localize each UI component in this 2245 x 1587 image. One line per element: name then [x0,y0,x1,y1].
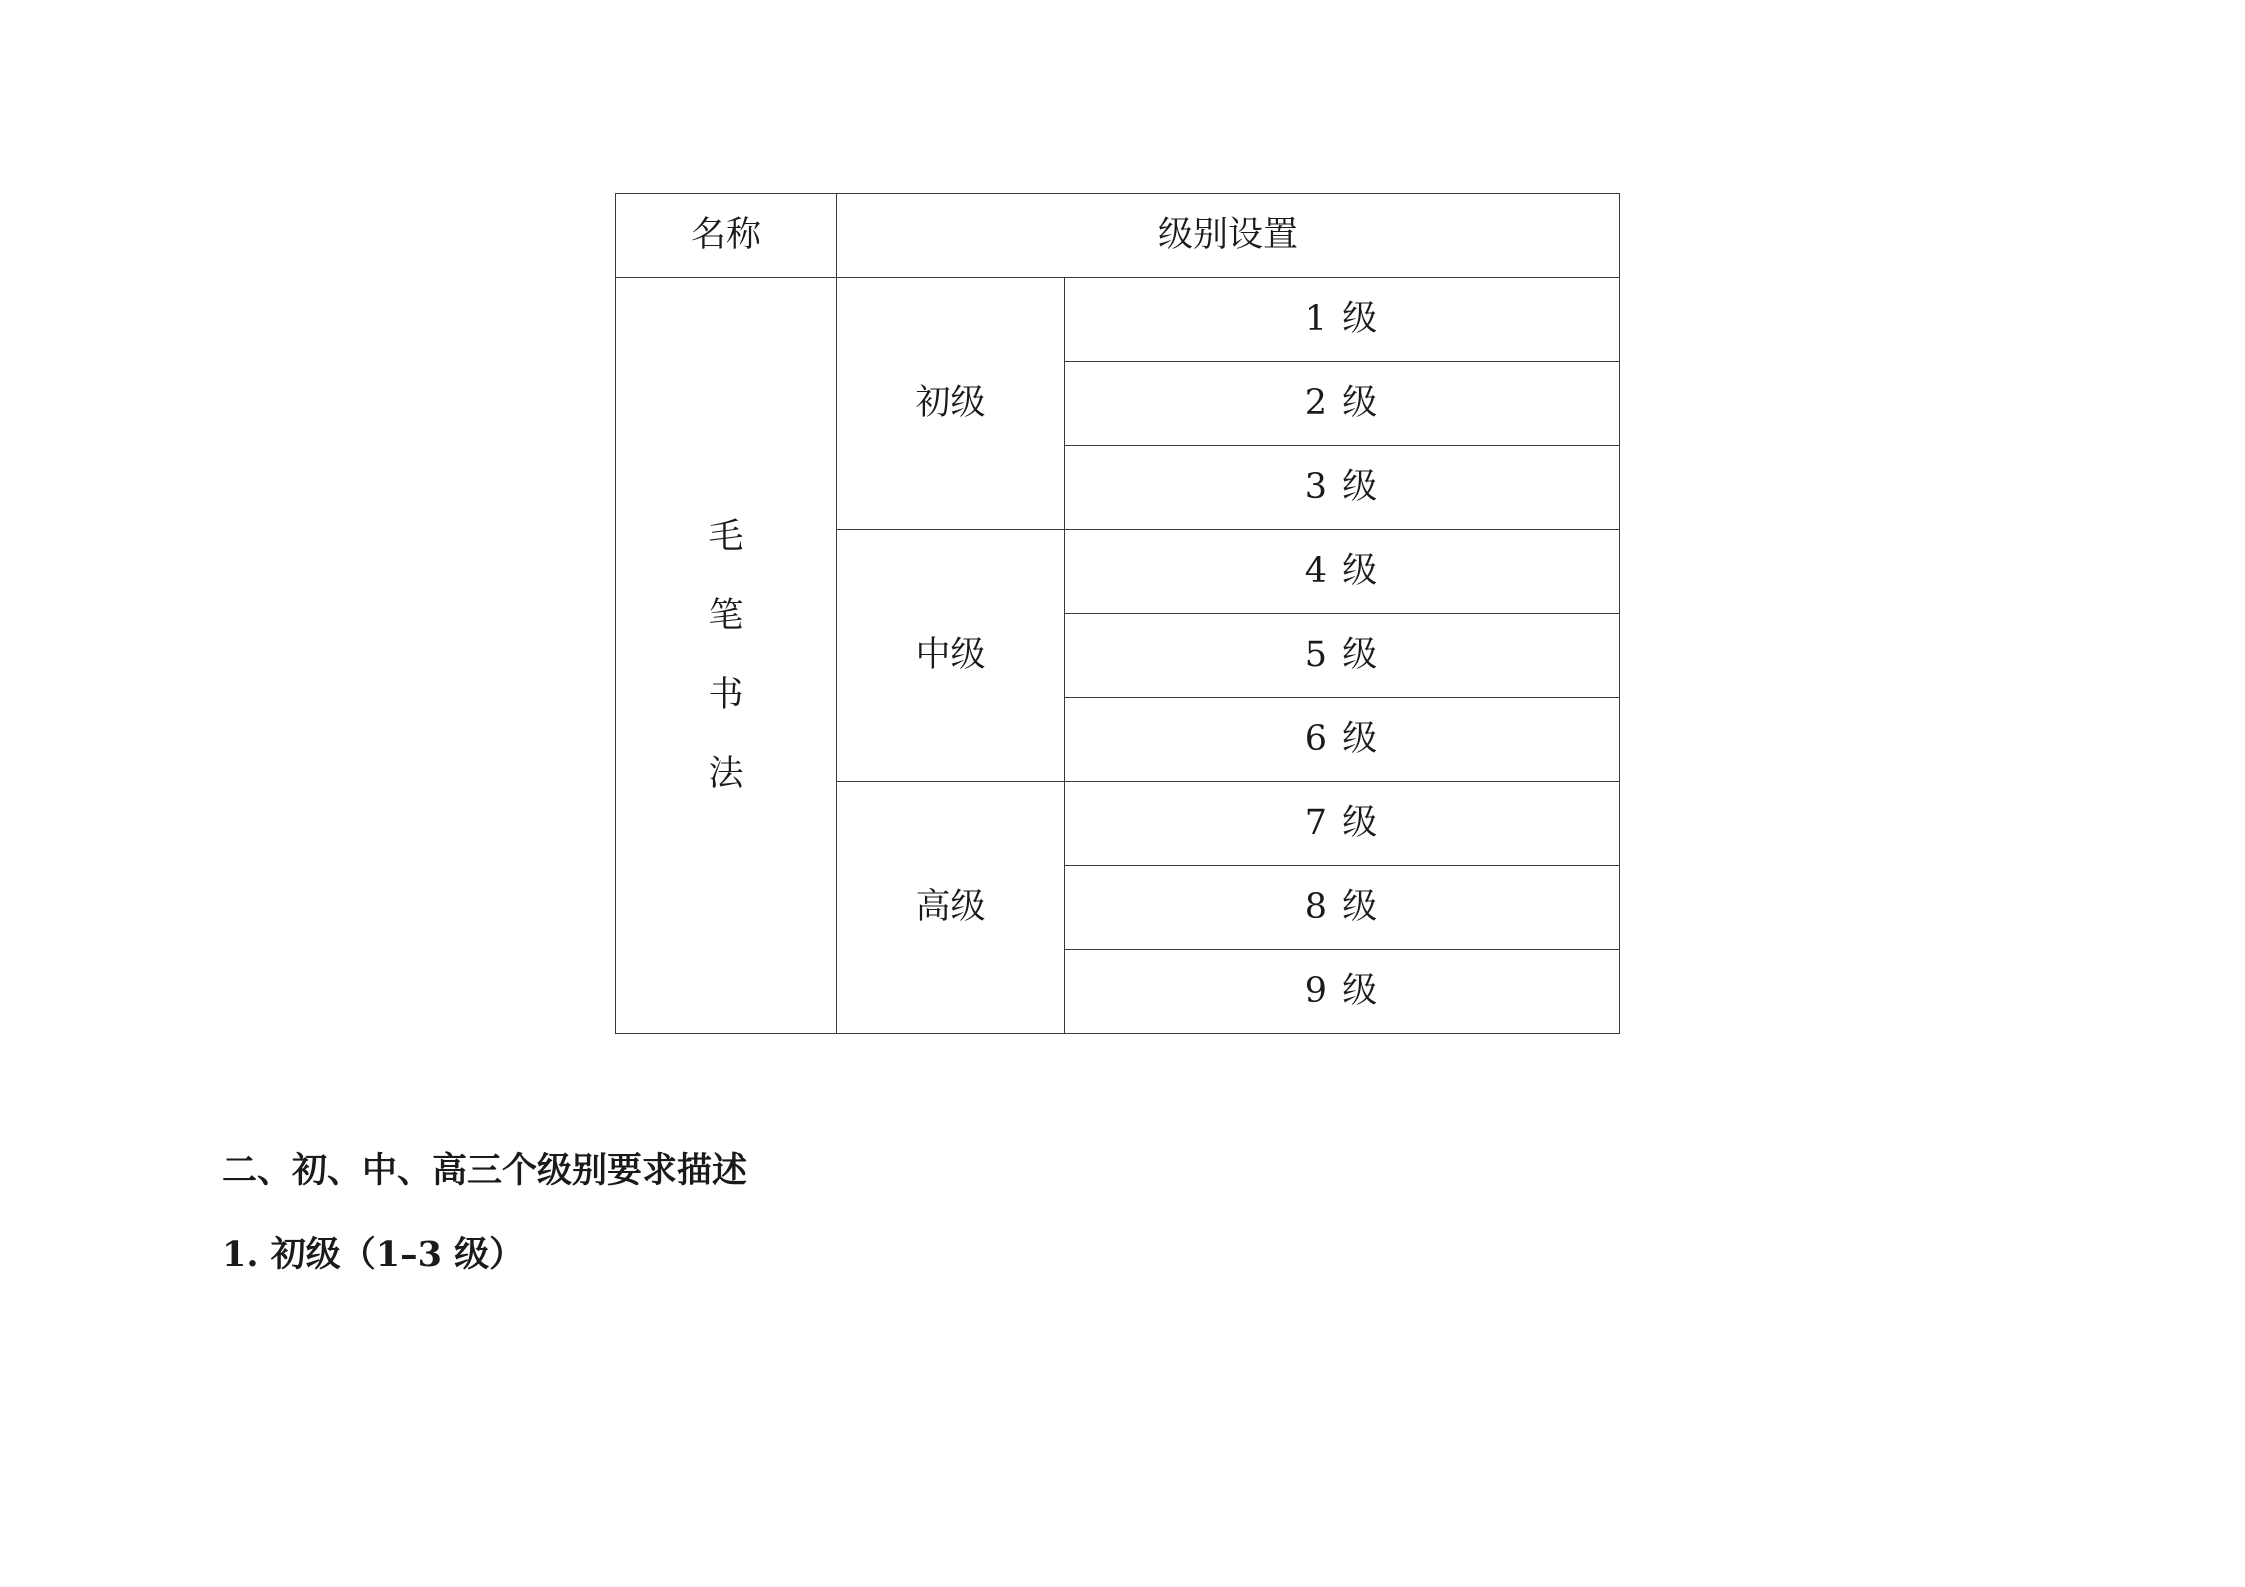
grade-cell [1065,362,1620,446]
sub-heading: 1. 初级（1–3 级） [222,1234,525,1275]
grade-cell [1065,278,1620,362]
header-levels-cell: 级别设置 [837,194,1620,278]
table-row [616,278,1620,362]
grade-cell [1065,866,1620,950]
subject-char: 法 [708,753,744,794]
table-header-row [616,194,1620,278]
subject-char: 书 [708,674,744,715]
grade-cell [1065,614,1620,698]
grade-cell [1065,530,1620,614]
grade-label: 2 级 [1304,383,1380,423]
grade-label: 8 级 [1304,887,1380,927]
subject-cell [616,278,837,1034]
grade-label: 6 级 [1304,719,1380,759]
grade-cell [1065,698,1620,782]
grade-label: 5 级 [1304,635,1380,675]
tier-cell-beginner: 初级 [837,278,1065,530]
tier-cell-advanced: 高级 [837,782,1065,1034]
tier-cell-intermediate: 中级 [837,530,1065,782]
subject-vertical-text [616,516,836,794]
grade-cell [1065,782,1620,866]
grade-label: 1 级 [1304,299,1380,339]
grade-cell [1065,950,1620,1034]
grade-label: 3 级 [1304,467,1380,507]
grade-label: 7 级 [1304,803,1380,843]
subject-char: 毛 [708,516,744,557]
level-setting-table [615,193,1620,1034]
subject-char: 笔 [708,595,744,636]
grade-cell [1065,446,1620,530]
header-name-cell: 名称 [616,194,837,278]
grade-label: 9 级 [1304,971,1380,1011]
section-heading: 二、初、中、高三个级别要求描述 [222,1150,748,1191]
grade-label: 4 级 [1304,551,1380,591]
